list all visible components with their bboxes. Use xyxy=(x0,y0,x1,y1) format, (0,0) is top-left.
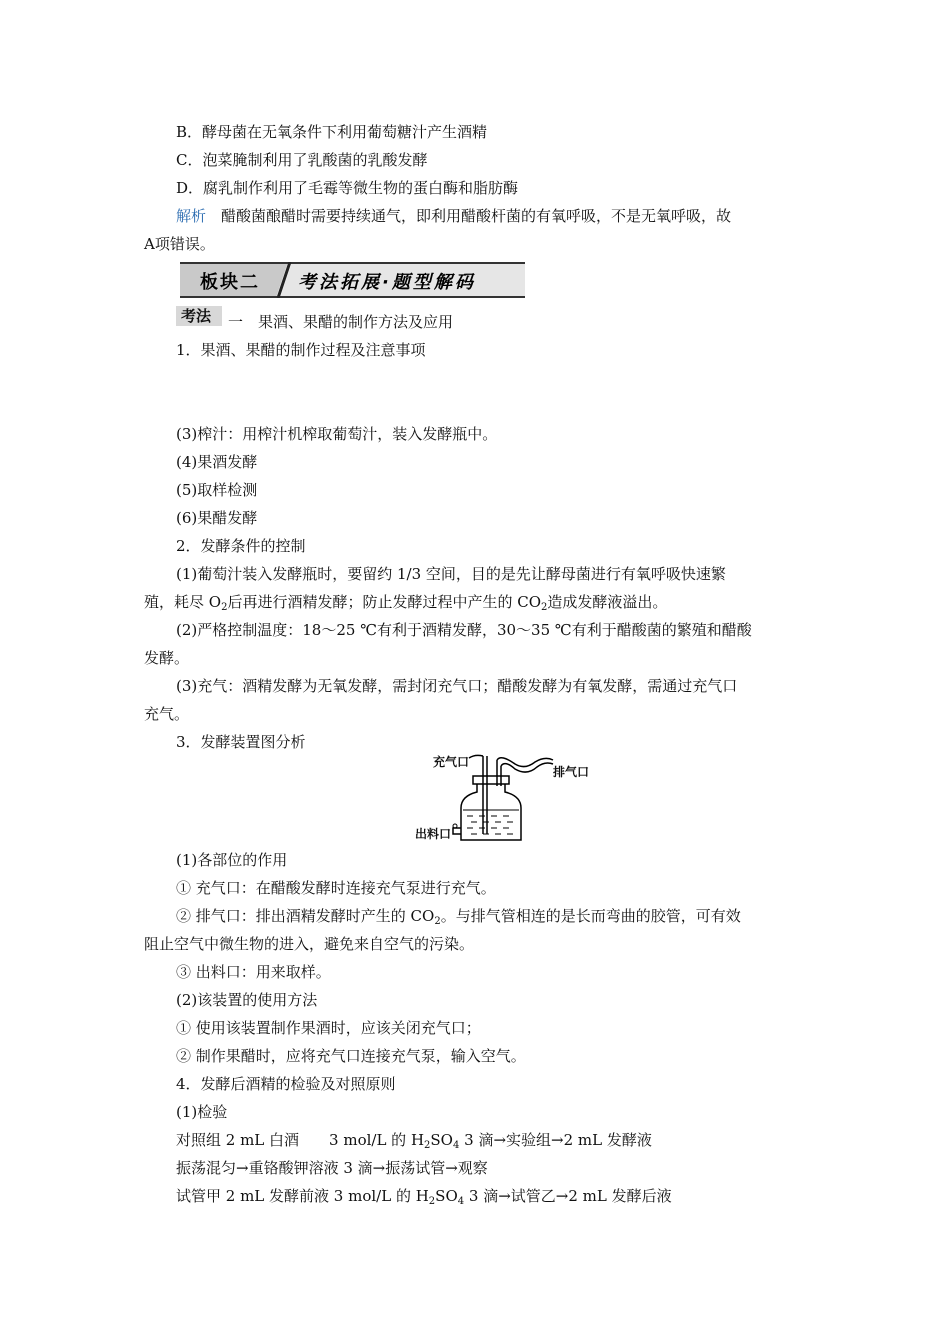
text-span: SO xyxy=(435,1187,458,1205)
subscript: 2 xyxy=(434,916,441,927)
text-span: 对照组 2 mL 白酒 3 mol/L 的 H xyxy=(176,1131,425,1149)
text-span: 3 滴→实验组→2 mL 发酵液 xyxy=(459,1131,652,1149)
text-span: ② 排气口：排出酒精发酵时产生的 CO xyxy=(176,907,435,925)
step-5: (5)取样检测 xyxy=(176,481,258,499)
test-line-3 xyxy=(176,1185,672,1213)
subscript: 2 xyxy=(428,1196,436,1207)
condition-3-line-1: (3)充气：酒精发酵为无氧发酵，需封闭充气口；醋酸发酵为有氧发酵，需通过充气口 xyxy=(176,677,738,695)
text-span: 后再进行酒精发酵；防止发酵过程中产生的 CO xyxy=(227,593,541,611)
condition-2-line-2: 发酵。 xyxy=(144,649,190,667)
option-b: B．酵母菌在无氧条件下利用葡萄糖汁产生酒精 xyxy=(176,123,488,141)
text-span: 殖，耗尽 O xyxy=(144,593,222,611)
kaofa-tag: 考法 xyxy=(181,307,212,325)
test-line-1 xyxy=(176,1129,652,1157)
banner-title: 考法拓展·题型解码 xyxy=(298,272,476,293)
section-banner xyxy=(180,262,525,298)
option-c: C．泡菜腌制利用了乳酸菌的乳酸发酵 xyxy=(176,151,428,169)
usage-heading: (2)该装置的使用方法 xyxy=(176,991,318,1009)
fermentation-apparatus-figure xyxy=(415,750,590,845)
kaofa-number: 一 xyxy=(228,313,244,331)
part-1: ① 充气口：在醋酸发酵时连接充气泵进行充气。 xyxy=(176,879,496,897)
inlet-label: 充气口 xyxy=(433,755,470,769)
step-3: (3)榨汁：用榨汁机榨取葡萄汁，装入发酵瓶中。 xyxy=(176,425,498,443)
subscript: 2 xyxy=(424,1140,431,1151)
text-span: SO xyxy=(430,1131,453,1149)
condition-1-line-2 xyxy=(144,591,667,619)
part-3: ③ 出料口：用来取样。 xyxy=(176,963,331,981)
text-span: 3 滴→试管乙→2 mL 发酵后液 xyxy=(464,1187,672,1205)
condition-3-line-2: 充气。 xyxy=(144,705,190,723)
analysis-label: 解析 xyxy=(176,207,207,225)
part-2-line-2: 阻止空气中微生物的进入，避免来自空气的污染。 xyxy=(144,935,475,953)
analysis-text: 醋酸菌酿醋时需要持续通气，即利用醋酸杆菌的有氧呼吸，不是无氧呼吸，故 xyxy=(206,207,732,225)
analysis-line-2: A项错误。 xyxy=(144,235,215,253)
kaofa-heading xyxy=(228,311,453,333)
test-heading: (1)检验 xyxy=(176,1103,228,1121)
test-line-2: 振荡混匀→重铬酸钾溶液 3 滴→振荡试管→观察 xyxy=(176,1159,488,1177)
subscript: 2 xyxy=(221,602,228,613)
step-4: (4)果酒发酵 xyxy=(176,453,258,471)
usage-2: ② 制作果醋时，应将充气口连接充气泵，输入空气。 xyxy=(176,1047,526,1065)
exhaust-label: 排气口 xyxy=(553,765,590,779)
option-d: D．腐乳制作利用了毛霉等微生物的蛋白酶和脂肪酶 xyxy=(176,179,519,197)
section-2-heading: 2．发酵条件的控制 xyxy=(176,537,306,555)
section-1-heading: 1．果酒、果醋的制作过程及注意事项 xyxy=(176,341,426,359)
banner-block-label: 板块二 xyxy=(200,272,260,293)
part-2-line-1 xyxy=(176,905,741,933)
step-6: (6)果醋发酵 xyxy=(176,509,258,527)
condition-2-line-1: (2)严格控制温度：18～25 ℃有利于酒精发酵，30～35 ℃有利于醋酸菌的繁殖和醋酸 xyxy=(176,621,752,639)
usage-1: ① 使用该装置制作果酒时，应该关闭充气口； xyxy=(176,1019,481,1037)
condition-1-line-1: (1)葡萄汁装入发酵瓶时，要留约 1/3 空间，目的是先让酵母菌进行有氧呼吸快速繁 xyxy=(176,565,726,583)
section-4-heading: 4．发酵后酒精的检验及对照原则 xyxy=(176,1075,396,1093)
subscript: 2 xyxy=(541,602,548,613)
analysis-line-1 xyxy=(176,205,731,227)
outlet-label: 出料口 xyxy=(415,827,452,841)
parts-heading: (1)各部位的作用 xyxy=(176,851,288,869)
text-span: 试管甲 2 mL 发酵前液 3 mol/L 的 H xyxy=(176,1187,429,1205)
text-span: 。与排气管相连的是长而弯曲的胶管，可有效 xyxy=(440,907,741,925)
kaofa-title: 果酒、果醋的制作方法及应用 xyxy=(258,313,454,331)
subscript: 4 xyxy=(452,1140,460,1151)
subscript: 4 xyxy=(457,1196,465,1207)
section-3-heading: 3．发酵装置图分析 xyxy=(176,733,306,751)
text-span: 造成发酵液溢出。 xyxy=(547,593,668,611)
